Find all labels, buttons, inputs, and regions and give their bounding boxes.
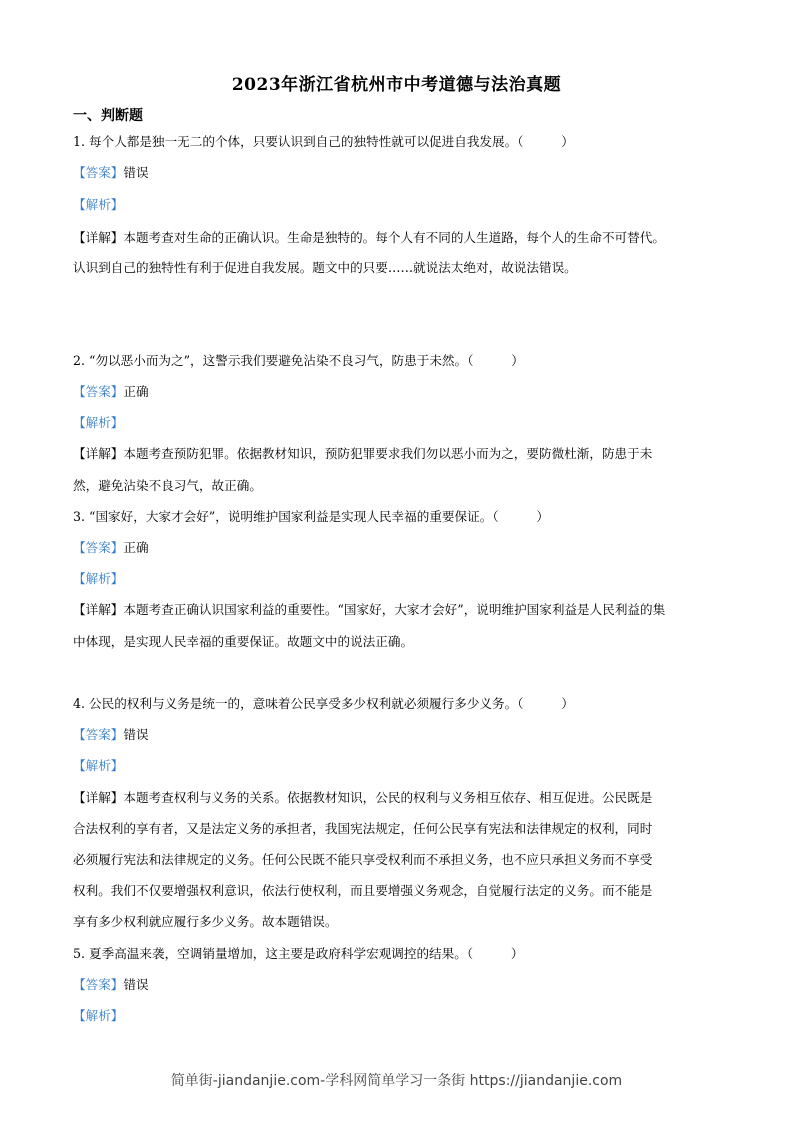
answer-value: 错误 <box>123 727 149 742</box>
question-1-analysis-tag: 【解析】 <box>73 197 124 212</box>
question-4-detail-line: 合法权利的享有者，又是法定义务的承担者，我国宪法规定，任何公民享有宪法和法律规定的权利，同时 <box>73 821 653 836</box>
section-heading: 一、判断题 <box>73 108 143 124</box>
question-3-stem: 3. “国家好，大家才会好”，说明维护国家利益是实现人民幸福的重要保证。（ ） <box>73 509 549 524</box>
answer-value: 正确 <box>123 540 149 555</box>
question-4-detail-line: 享有多少权利就应履行多少义务。故本题错误。 <box>73 914 338 929</box>
question-4-detail-line: 权利。我们不仅要增强权利意识，依法行使权利，而且要增强义务观念，自觉履行法定的义务。而不能是 <box>73 883 653 898</box>
answer-value: 错误 <box>123 165 149 180</box>
question-4-answer <box>73 726 723 744</box>
question-3-detail-line: 【详解】本题考查正确认识国家利益的重要性。“国家好，大家才会好”，说明维护国家利益是人民利益的集 <box>73 602 666 617</box>
question-2-answer <box>73 383 723 401</box>
question-4-stem: 4. 公民的权利与义务是统一的，意味着公民享受多少权利就必须履行多少义务。（ ） <box>73 696 574 711</box>
answer-tag: 【答案】 <box>73 540 124 555</box>
question-5-answer <box>73 976 723 994</box>
question-1-stem: 1. 每个人都是独一无二的个体，只要认识到自己的独特性就可以促进自我发展。（ ） <box>73 134 574 149</box>
question-3-detail-line: 中体现，是实现人民幸福的重要保证。故题文中的说法正确。 <box>73 634 414 649</box>
question-2-detail-line: 然，避免沾染不良习气，故正确。 <box>73 478 262 493</box>
question-1-detail-line: 认识到自己的独特性有利于促进自我发展。题文中的只要……就说法太绝对，故说法错误。 <box>73 260 577 275</box>
question-2-detail-line: 【详解】本题考查预防犯罪。依据教材知识，预防犯罪要求我们勿以恶小而为之，要防微杜渐，防患于未 <box>73 446 653 461</box>
answer-tag: 【答案】 <box>73 977 124 992</box>
answer-value: 正确 <box>123 384 149 399</box>
question-1-detail-line: 【详解】本题考查对生命的正确认识。生命是独特的。每个人有不同的人生道路，每个人的生命不可替代。 <box>73 230 665 245</box>
question-2-stem: 2. “勿以恶小而为之”，这警示我们要避免沾染不良习气，防患于未然。（ ） <box>73 353 524 368</box>
answer-value: 错误 <box>123 977 149 992</box>
question-5-analysis-tag: 【解析】 <box>73 1008 124 1023</box>
question-1-answer <box>73 164 723 182</box>
question-4-detail-line: 【详解】本题考查权利与义务的关系。依据教材知识，公民的权利与义务相互依存、相互促进。公民既是 <box>73 790 653 805</box>
page-title: 2023年浙江省杭州市中考道德与法治真题 <box>231 75 562 95</box>
question-2-analysis-tag: 【解析】 <box>73 415 124 430</box>
question-4-analysis-tag: 【解析】 <box>73 758 124 773</box>
answer-tag: 【答案】 <box>73 384 124 399</box>
question-5-stem: 5. 夏季高温来袭，空调销量增加，这主要是政府科学宏观调控的结果。（ ） <box>73 946 524 961</box>
footer-watermark: 简单街-jiandanjie.com-学科网简单学习一条街 https://jiandanjie.com <box>170 1073 623 1089</box>
answer-tag: 【答案】 <box>73 727 124 742</box>
question-3-analysis-tag: 【解析】 <box>73 571 124 586</box>
question-3-answer <box>73 539 723 557</box>
question-4-detail-line: 必须履行宪法和法律规定的义务。任何公民既不能只享受权利而不承担义务，也不应只承担义务而不享受 <box>73 852 653 867</box>
answer-tag: 【答案】 <box>73 165 124 180</box>
